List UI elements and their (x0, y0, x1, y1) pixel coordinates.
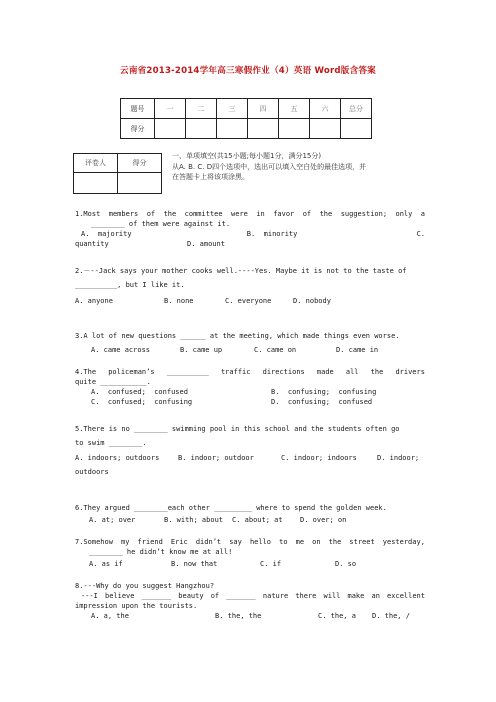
option-d: D. came in (336, 346, 379, 354)
word: made (316, 368, 334, 376)
word: all (345, 368, 359, 376)
score-cell (217, 119, 248, 139)
page-title: 云南省2013-2014学年高三寒假作业（4）英语 Word版含答案 (120, 66, 376, 76)
word: policeman’s (108, 368, 155, 376)
score-value-row (121, 119, 372, 139)
word: traffic (220, 368, 251, 376)
question-line: to swim ________. (75, 439, 147, 447)
option-b: B. indoor; outdoor (178, 454, 254, 462)
word: of (146, 210, 156, 218)
word: yesterday, (382, 538, 425, 546)
score-cell (186, 119, 217, 139)
option-a: A. indoors; outdoors (75, 454, 160, 462)
word: nature (262, 592, 289, 600)
word: suggestion; (340, 210, 388, 218)
word: _______ (141, 592, 172, 600)
question-8 (75, 581, 425, 621)
options-row (75, 239, 425, 249)
question-1 (75, 209, 425, 249)
score-header-cell: 五 (279, 99, 310, 119)
word: of (210, 592, 220, 600)
question-line: ________ of them were against it. (91, 220, 231, 228)
word: believe (104, 592, 135, 600)
question-line: impression upon the tourists. (75, 602, 198, 610)
option-b: B. came up (180, 346, 223, 354)
option-d: D. over; on (300, 516, 347, 524)
question-line (75, 537, 425, 547)
option-c: C. the, a (318, 612, 356, 620)
option-c: C. confused; confusing (91, 398, 193, 406)
word: the (163, 210, 177, 218)
word: excellent (387, 592, 425, 600)
section-instruction-1: 从A. B. C. D四个选项中，选出可以填入空白处的最佳选项，并 (172, 162, 367, 171)
question-6 (75, 503, 425, 525)
word: the (319, 210, 333, 218)
option-d: D. confusing; confused (271, 398, 373, 406)
word: of (302, 210, 312, 218)
option-b: B. confusing; confusing (271, 388, 377, 396)
word: an (371, 592, 380, 600)
question-4 (75, 367, 425, 407)
options-row (75, 515, 425, 525)
question-7 (75, 537, 425, 569)
option-b: B. now that (171, 560, 218, 568)
word: a (420, 210, 425, 218)
option-d: D. the, / (372, 612, 410, 620)
score-header-row (121, 99, 372, 119)
score-header-cell: 题号 (121, 99, 155, 119)
score-table (120, 98, 372, 139)
option-b: B. minority (246, 230, 298, 238)
word: _______ (226, 592, 256, 600)
grader-score-cell (118, 173, 162, 194)
word: Eric (170, 538, 188, 546)
word: hello (249, 538, 272, 546)
score-cell (279, 119, 310, 139)
option-a: A. came across (91, 346, 151, 354)
options-row (75, 397, 425, 407)
option-a: A. majority (81, 230, 132, 238)
word: the (370, 368, 384, 376)
word: only (395, 210, 413, 218)
score-cell (248, 119, 279, 139)
question-line (75, 367, 425, 377)
question-line: __________, but I like it. (75, 281, 185, 289)
option-b: B. with; about (164, 516, 224, 524)
word: to (279, 538, 288, 546)
options-row (75, 611, 425, 621)
word: 4.The (75, 368, 97, 376)
score-header-cell: 二 (186, 99, 217, 119)
word: 7.Somehow (75, 538, 113, 546)
score-cell (310, 119, 341, 139)
word: in (256, 210, 265, 218)
option-d-text: outdoors (75, 468, 109, 476)
word: will (323, 592, 341, 600)
question-line: 5.There is no ________ swimming pool in this school and the students often go (75, 425, 400, 433)
word: there (295, 592, 317, 600)
word: committee (184, 210, 223, 218)
grader-score-label: 得分 (118, 154, 162, 173)
option-a: A. at; over (89, 516, 136, 524)
option-c: C. about; at (232, 516, 283, 524)
question-line: 8.---Why do you suggest Hangzhou? (75, 582, 215, 590)
option-a: A. a, the (91, 612, 129, 620)
option-c: C. if (260, 560, 282, 568)
question-line: ________ he didn’t know me at all! (89, 548, 233, 556)
word: didn’t (195, 538, 222, 546)
word: the (328, 538, 342, 546)
grader-table (73, 153, 162, 194)
word: my (121, 538, 130, 546)
option-d: D. indoor; (377, 454, 420, 462)
options-row (75, 296, 425, 306)
question-line: 6.They argued ________each other _________ where to spend the golden week. (75, 504, 387, 512)
word: 1.Most (75, 210, 101, 218)
question-2 (75, 266, 425, 306)
options-row (75, 453, 425, 463)
word: street (349, 538, 375, 546)
word: favor (273, 210, 295, 218)
score-cell (155, 119, 186, 139)
option-a: A. as if (89, 560, 123, 568)
question-line (75, 209, 425, 219)
word: drivers (395, 368, 425, 376)
option-a: A. anyone (75, 297, 113, 305)
word: me (295, 538, 305, 546)
option-a: A. confused; confused (91, 388, 188, 396)
score-row-label: 得分 (121, 119, 155, 139)
option-c: C. came on (254, 346, 297, 354)
question-line: quite ___________. (75, 378, 151, 386)
question-line: 3.A lot of new questions ______ at the meeting, which made things even worse. (75, 332, 400, 340)
option-c: C. indoor; indoors (281, 454, 357, 462)
option-b: B. none (164, 297, 194, 305)
word: were (231, 210, 248, 218)
options-row (75, 229, 425, 239)
section-heading: 一、单项填空(共15小题;每小题1分，满分15分) (172, 152, 322, 160)
score-header-cell: 六 (310, 99, 341, 119)
word: on (312, 538, 321, 546)
word: __________ (166, 368, 209, 376)
word: ---I (81, 592, 98, 600)
score-cell (341, 119, 372, 139)
score-header-cell: 总分 (341, 99, 372, 119)
option-c-text: quantity (75, 240, 109, 248)
option-b: B. the, the (215, 612, 262, 620)
options-row (75, 559, 425, 569)
section-header (172, 151, 432, 183)
question-5 (75, 424, 425, 477)
question-3 (75, 331, 425, 355)
word: say (229, 538, 242, 546)
reviewer-cell (74, 173, 118, 194)
word: directions (262, 368, 305, 376)
option-c: C. (416, 230, 425, 238)
word: members (108, 210, 139, 218)
option-d: D. so (335, 560, 357, 568)
options-row (75, 387, 425, 397)
reviewer-label: 评卷人 (74, 154, 118, 173)
word: friend (137, 538, 163, 546)
word: make (347, 592, 365, 600)
option-d: D. nobody (293, 297, 331, 305)
question-line: 2.－--Jack says your mother cooks well.----Yes. Maybe it is not to the taste of (75, 267, 407, 275)
section-instruction-2: 在答题卡上将该项涂黑。 (172, 173, 249, 181)
score-header-cell: 四 (248, 99, 279, 119)
question-line (75, 591, 425, 601)
option-d: D. amount (187, 240, 225, 248)
options-row (75, 345, 425, 355)
word: beauty (178, 592, 204, 600)
score-header-cell: 一 (155, 99, 186, 119)
score-header-cell: 三 (217, 99, 248, 119)
option-c: C. everyone (225, 297, 272, 305)
